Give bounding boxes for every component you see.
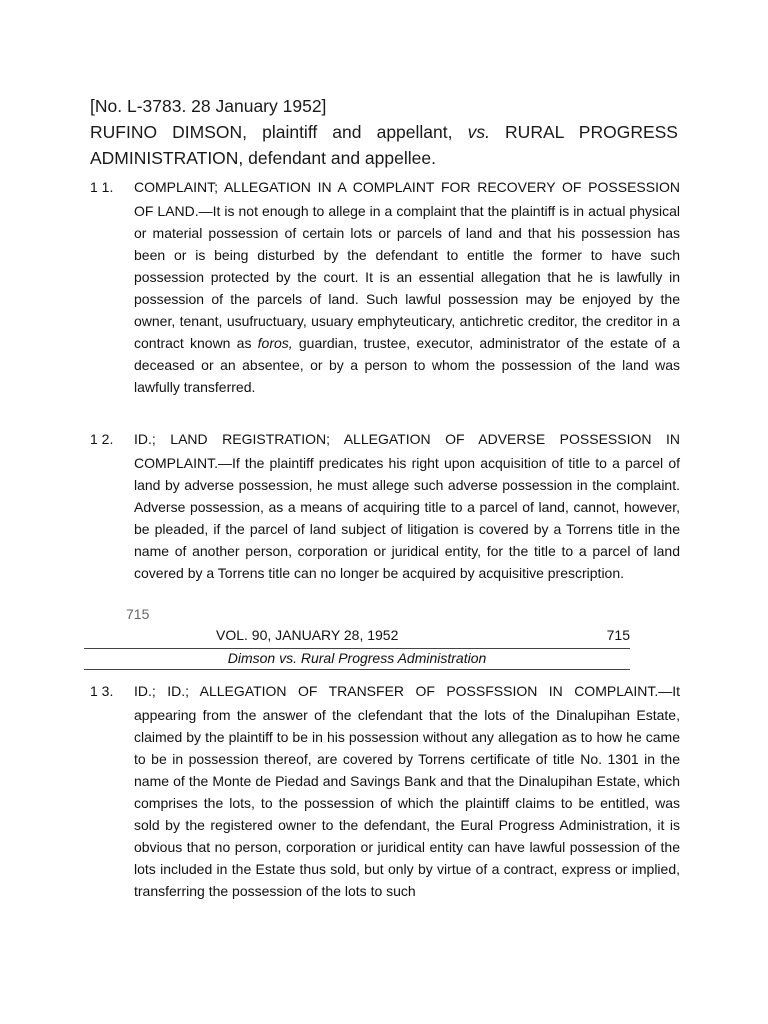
paragraph-heading: ID.; ID.; ALLEGATION OF TRANSFER OF POSSFSSION IN COMPLAINT.—It [134,683,680,699]
versus-label: vs. [467,122,490,142]
running-head-title: Dimson vs. Rural Progress Administration [84,650,630,670]
paragraph-body [134,200,680,398]
paragraph-italic-term: foros, [257,335,293,351]
paragraph-number: 1 1. [90,179,114,195]
paragraph-heading: COMPLAINT; ALLEGATION IN A COMPLAINT FOR RECOVERY OF POSSESSION [134,179,680,195]
paragraph-number: 1 2. [90,431,114,447]
case-parties-line1 [90,119,678,145]
case-parties-line2: ADMINISTRATION, defendant and appellee. [90,148,436,168]
running-head [84,624,630,649]
party-defendant-start: RURAL PROGRESS [505,122,678,142]
running-head-page: 715 [606,627,630,643]
paragraph-text: OF LAND.—It is not enough to allege in a complaint that the plaintiff is in actual physical or material possession of certain lots or parcels of land and that his possession has been or is being disturbed by the defendant to entitle the former to have such possession protected by the court. It is an essential allegation that he is lawfully in possession of the parcels of land. Such lawful possession may be enjoyed by the owner, tenant, usufructuary, usuary emphyteuticary, antichretic creditor, the creditor in a contract known as [134,203,680,351]
paragraph-text: guardian, trustee, executor, administrator of the estate of a deceased or an absentee, or by a person to whom the possession of the land was lawfully transferred. [134,335,680,395]
running-head-volume: VOL. 90, JANUARY 28, 1952 [216,627,399,643]
paragraph-number: 1 3. [90,683,114,699]
paragraph-body: appearing from the answer of the clefendant that the lots of the Dinalupihan Estate, claimed by the plaintiff to be in his possession without any allegation as to how he came to be in possession thereof, are covered by Torrens certificate of title No. 1301 in the name of the Monte de Piedad and Savings Bank and that the Dinalupihan Estate, which comprises the lots, to the possession of which the plaintiff claims to be entitled, was sold by the registered owner to the defendant, the Eural Progress Administration, it is obvious that no person, corporation or juridical entity can have lawful possession of the lots included in the Estate thus sold, but only by virtue of a contract, express or implied, transferring the possession of the lots to such [134,707,680,899]
party-plaintiff: RUFINO DIMSON, plaintiff and appellant, [90,122,453,142]
paragraph-body: COMPLAINT.—If the plaintiff predicates his right upon acquisition of title to a parcel of land by adverse possession, he must allege such adverse possession in the complaint. Adverse possession, as a means of acquiring title to a parcel of land, cannot, however, be pleaded, if the parcel of land subject of litigation is covered by a Torrens title in the name of another person, corporation or juridical entity, for the title to a parcel of land covered by a Torrens title can no longer be acquired by acquisitive prescription. [134,455,680,581]
page-marker: 715 [126,606,150,622]
paragraph-heading: ID.; LAND REGISTRATION; ALLEGATION OF ADVERSE POSSESSION IN [134,431,680,447]
case-docket: [No. L-3783. 28 January 1952] [90,96,327,116]
